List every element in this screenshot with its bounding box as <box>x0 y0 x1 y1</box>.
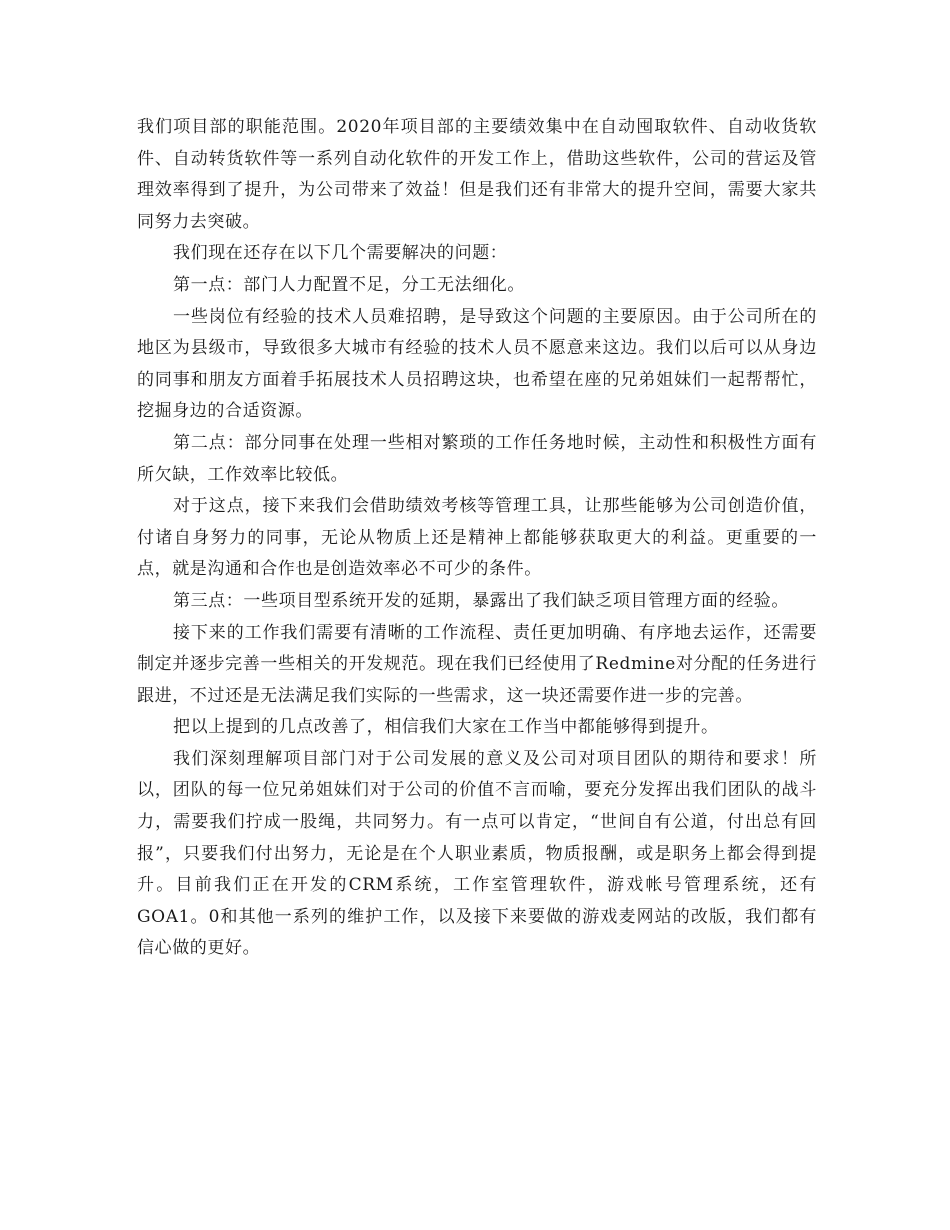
paragraph-4: 一些岗位有经验的技术人员难招聘，是导致这个问题的主要原因。由于公司所在的地区为县级市，导致很多大城市有经验的技术人员不愿意来这边。我们以后可以从身边的同事和朋友方面着手拓展技术人员招聘这块，也希望在座的兄弟姐妹们一起帮帮忙，挖掘身边的合适资源。 <box>137 306 817 422</box>
paragraph-3: 第一点：部门人力配置不足，分工无法细化。 <box>173 274 525 295</box>
document-body <box>137 112 817 965</box>
paragraph-5: 第二点：部分同事在处理一些相对繁琐的工作任务地时候，主动性和积极性方面有所欠缺，工作效率比较低。 <box>137 432 817 485</box>
paragraph-7: 第三点：一些项目型系统开发的延期，暴露出了我们缺乏项目管理方面的经验。 <box>173 590 789 611</box>
paragraph-8: 接下来的工作我们需要有清晰的工作流程、责任更加明确、有序地去运作，还需要制定并逐步完善一些相关的开发规范。现在我们已经使用了Redmine对分配的任务进行跟进，不过还是无法满足我们实际的一些需求，这一块还需要作进一步的完善。 <box>137 622 817 706</box>
paragraph-1: 我们项目部的职能范围。2020年项目部的主要绩效集中在自动囤取软件、自动收货软件、自动转货软件等一系列自动化软件的开发工作上，借助这些软件，公司的营运及管理效率得到了提升，为公司带来了效益！但是我们还有非常大的提升空间，需要大家共同努力去突破。 <box>137 117 817 232</box>
paragraph-2: 我们现在还存在以下几个需要解决的问题： <box>173 243 508 264</box>
paragraph-6: 对于这点，接下来我们会借助绩效考核等管理工具，让那些能够为公司创造价值，付诸自身努力的同事，无论从物质上还是精神上都能够获取更大的利益。更重要的一点，就是沟通和合作也是创造效率必不可少的条件。 <box>137 496 817 580</box>
paragraph-9: 把以上提到的几点改善了，相信我们大家在工作当中都能够得到提升。 <box>173 717 719 738</box>
paragraph-10: 我们深刻理解项目部门对于公司发展的意义及公司对项目团队的期待和要求！所以，团队的每一位兄弟姐妹们对于公司的价值不言而喻，要充分发挥出我们团队的战斗力，需要我们拧成一股绳，共同努力。有一点可以肯定，“世间自有公道，付出总有回报”，只要我们付出努力，无论是在个人职业素质，物质报酬，或是职务上都会得到提升。目前我们正在开发的CRM系统，工作室管理软件，游戏帐号管理系统，还有GOA1。0和其他一系列的维护工作，以及接下来要做的游戏麦网站的改版，我们都有信心做的更好。 <box>137 748 817 959</box>
